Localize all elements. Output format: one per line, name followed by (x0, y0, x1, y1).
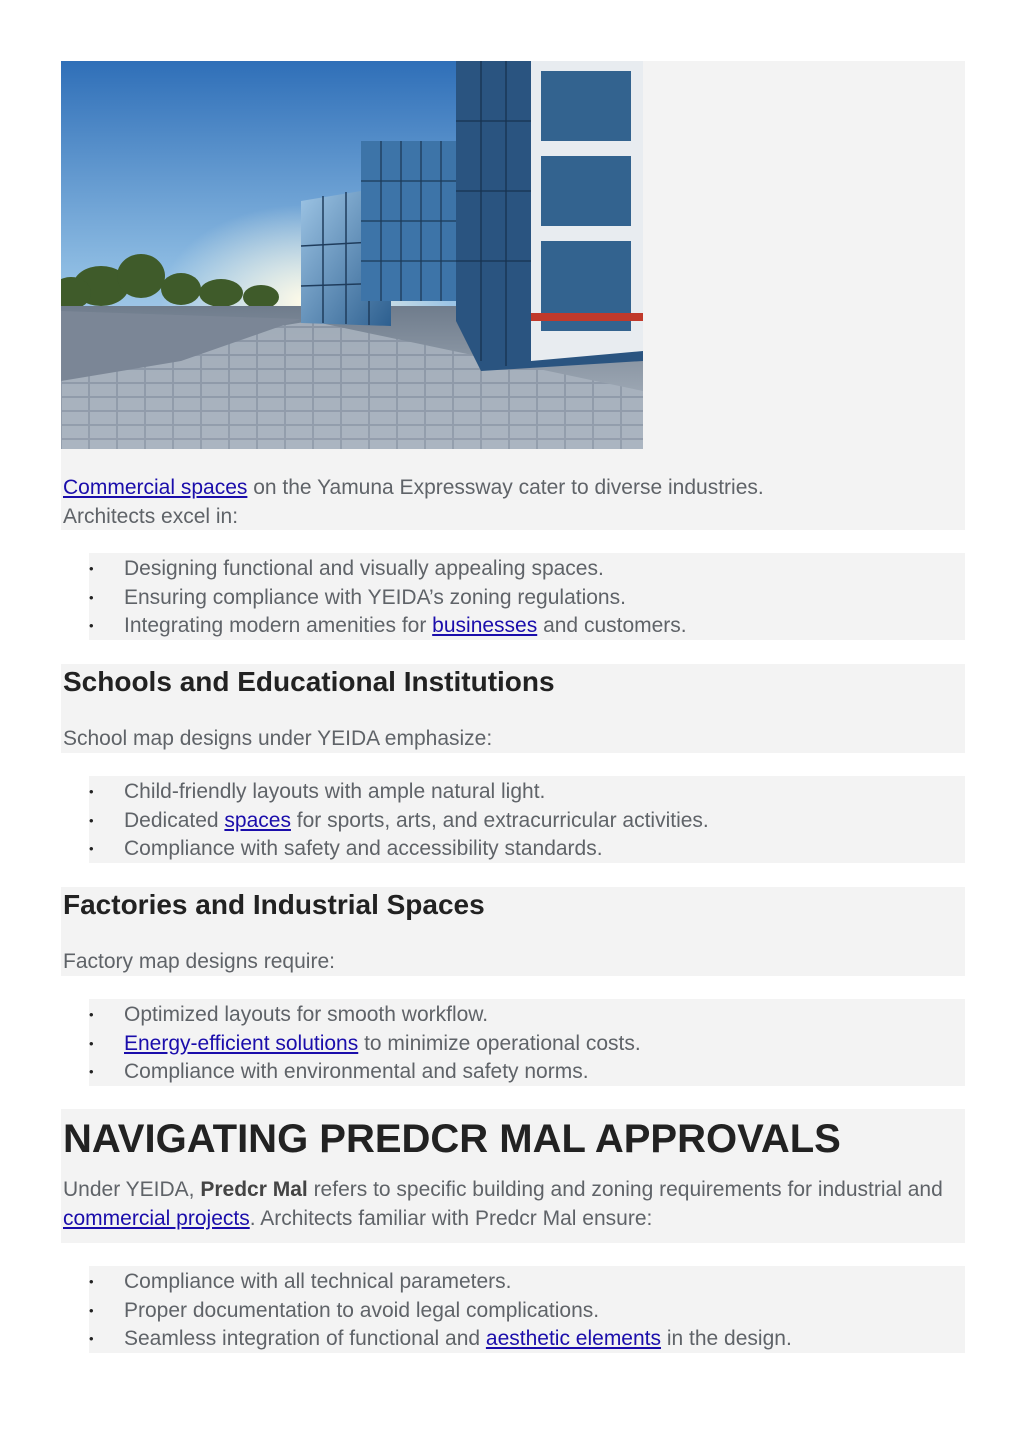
list-item: • Dedicated spaces for sports, arts, and extracurricular activities. (89, 807, 965, 836)
list-item: • Designing functional and visually appealing spaces. (89, 555, 965, 584)
predcr-bold-term: Predcr Mal (200, 1178, 308, 1201)
schools-section (61, 664, 965, 753)
factories-heading: Factories and Industrial Spaces (63, 889, 485, 920)
intro-paragraph (61, 473, 967, 531)
list-item: • Compliance with safety and accessibility standards. (89, 835, 965, 864)
list-item: • Compliance with all technical parameters. (89, 1268, 965, 1297)
factories-text: Factory map designs require: (63, 950, 335, 973)
list-item: • Optimized layouts for smooth workflow. (89, 1001, 965, 1030)
factories-list (89, 999, 965, 1086)
businesses-link[interactable]: businesses (432, 614, 538, 637)
spaces-link[interactable]: spaces (224, 808, 291, 832)
list-item: • Proper documentation to avoid legal complications. (89, 1297, 965, 1326)
factories-section (61, 887, 965, 976)
predcr-list (89, 1266, 965, 1353)
list-item: • Integrating modern amenities for businesses and customers. (89, 612, 965, 641)
schools-text: School map designs under YEIDA emphasize: (63, 727, 493, 750)
list-item: • Energy-efficient solutions to minimize operational costs. (89, 1030, 965, 1059)
list-item: • Seamless integration of functional and aesthetic elements in the design. (89, 1325, 965, 1354)
list-item: • Ensuring compliance with YEIDA’s zoning regulations. (89, 584, 965, 613)
predcr-section (61, 1109, 965, 1243)
commercial-spaces-link[interactable]: Commercial spaces (63, 476, 248, 499)
commercial-projects-link[interactable]: commercial projects (63, 1207, 250, 1230)
energy-efficient-link[interactable]: Energy-efficient solutions (124, 1031, 359, 1055)
list-item: • Child-friendly layouts with ample natural light. (89, 778, 965, 807)
architect-skills-list (89, 553, 965, 640)
list-item: • Compliance with environmental and safety norms. (89, 1058, 965, 1087)
predcr-paragraph: Under YEIDA, Predcr Mal refers to specific building and zoning requirements for industrial and commercial projects. Architects familiar with Predcr Mal ensure: (63, 1178, 943, 1230)
building-photo (61, 61, 643, 449)
schools-heading: Schools and Educational Institutions (63, 666, 555, 697)
aesthetic-elements-link[interactable]: aesthetic elements (485, 1327, 662, 1350)
intro-text-2: Architects excel in: (63, 505, 239, 528)
predcr-heading: NAVIGATING PREDCR MAL APPROVALS (63, 1117, 841, 1161)
intro-text-1: on the Yamuna Expressway cater to diverse industries. (247, 476, 764, 499)
schools-list (89, 776, 965, 863)
